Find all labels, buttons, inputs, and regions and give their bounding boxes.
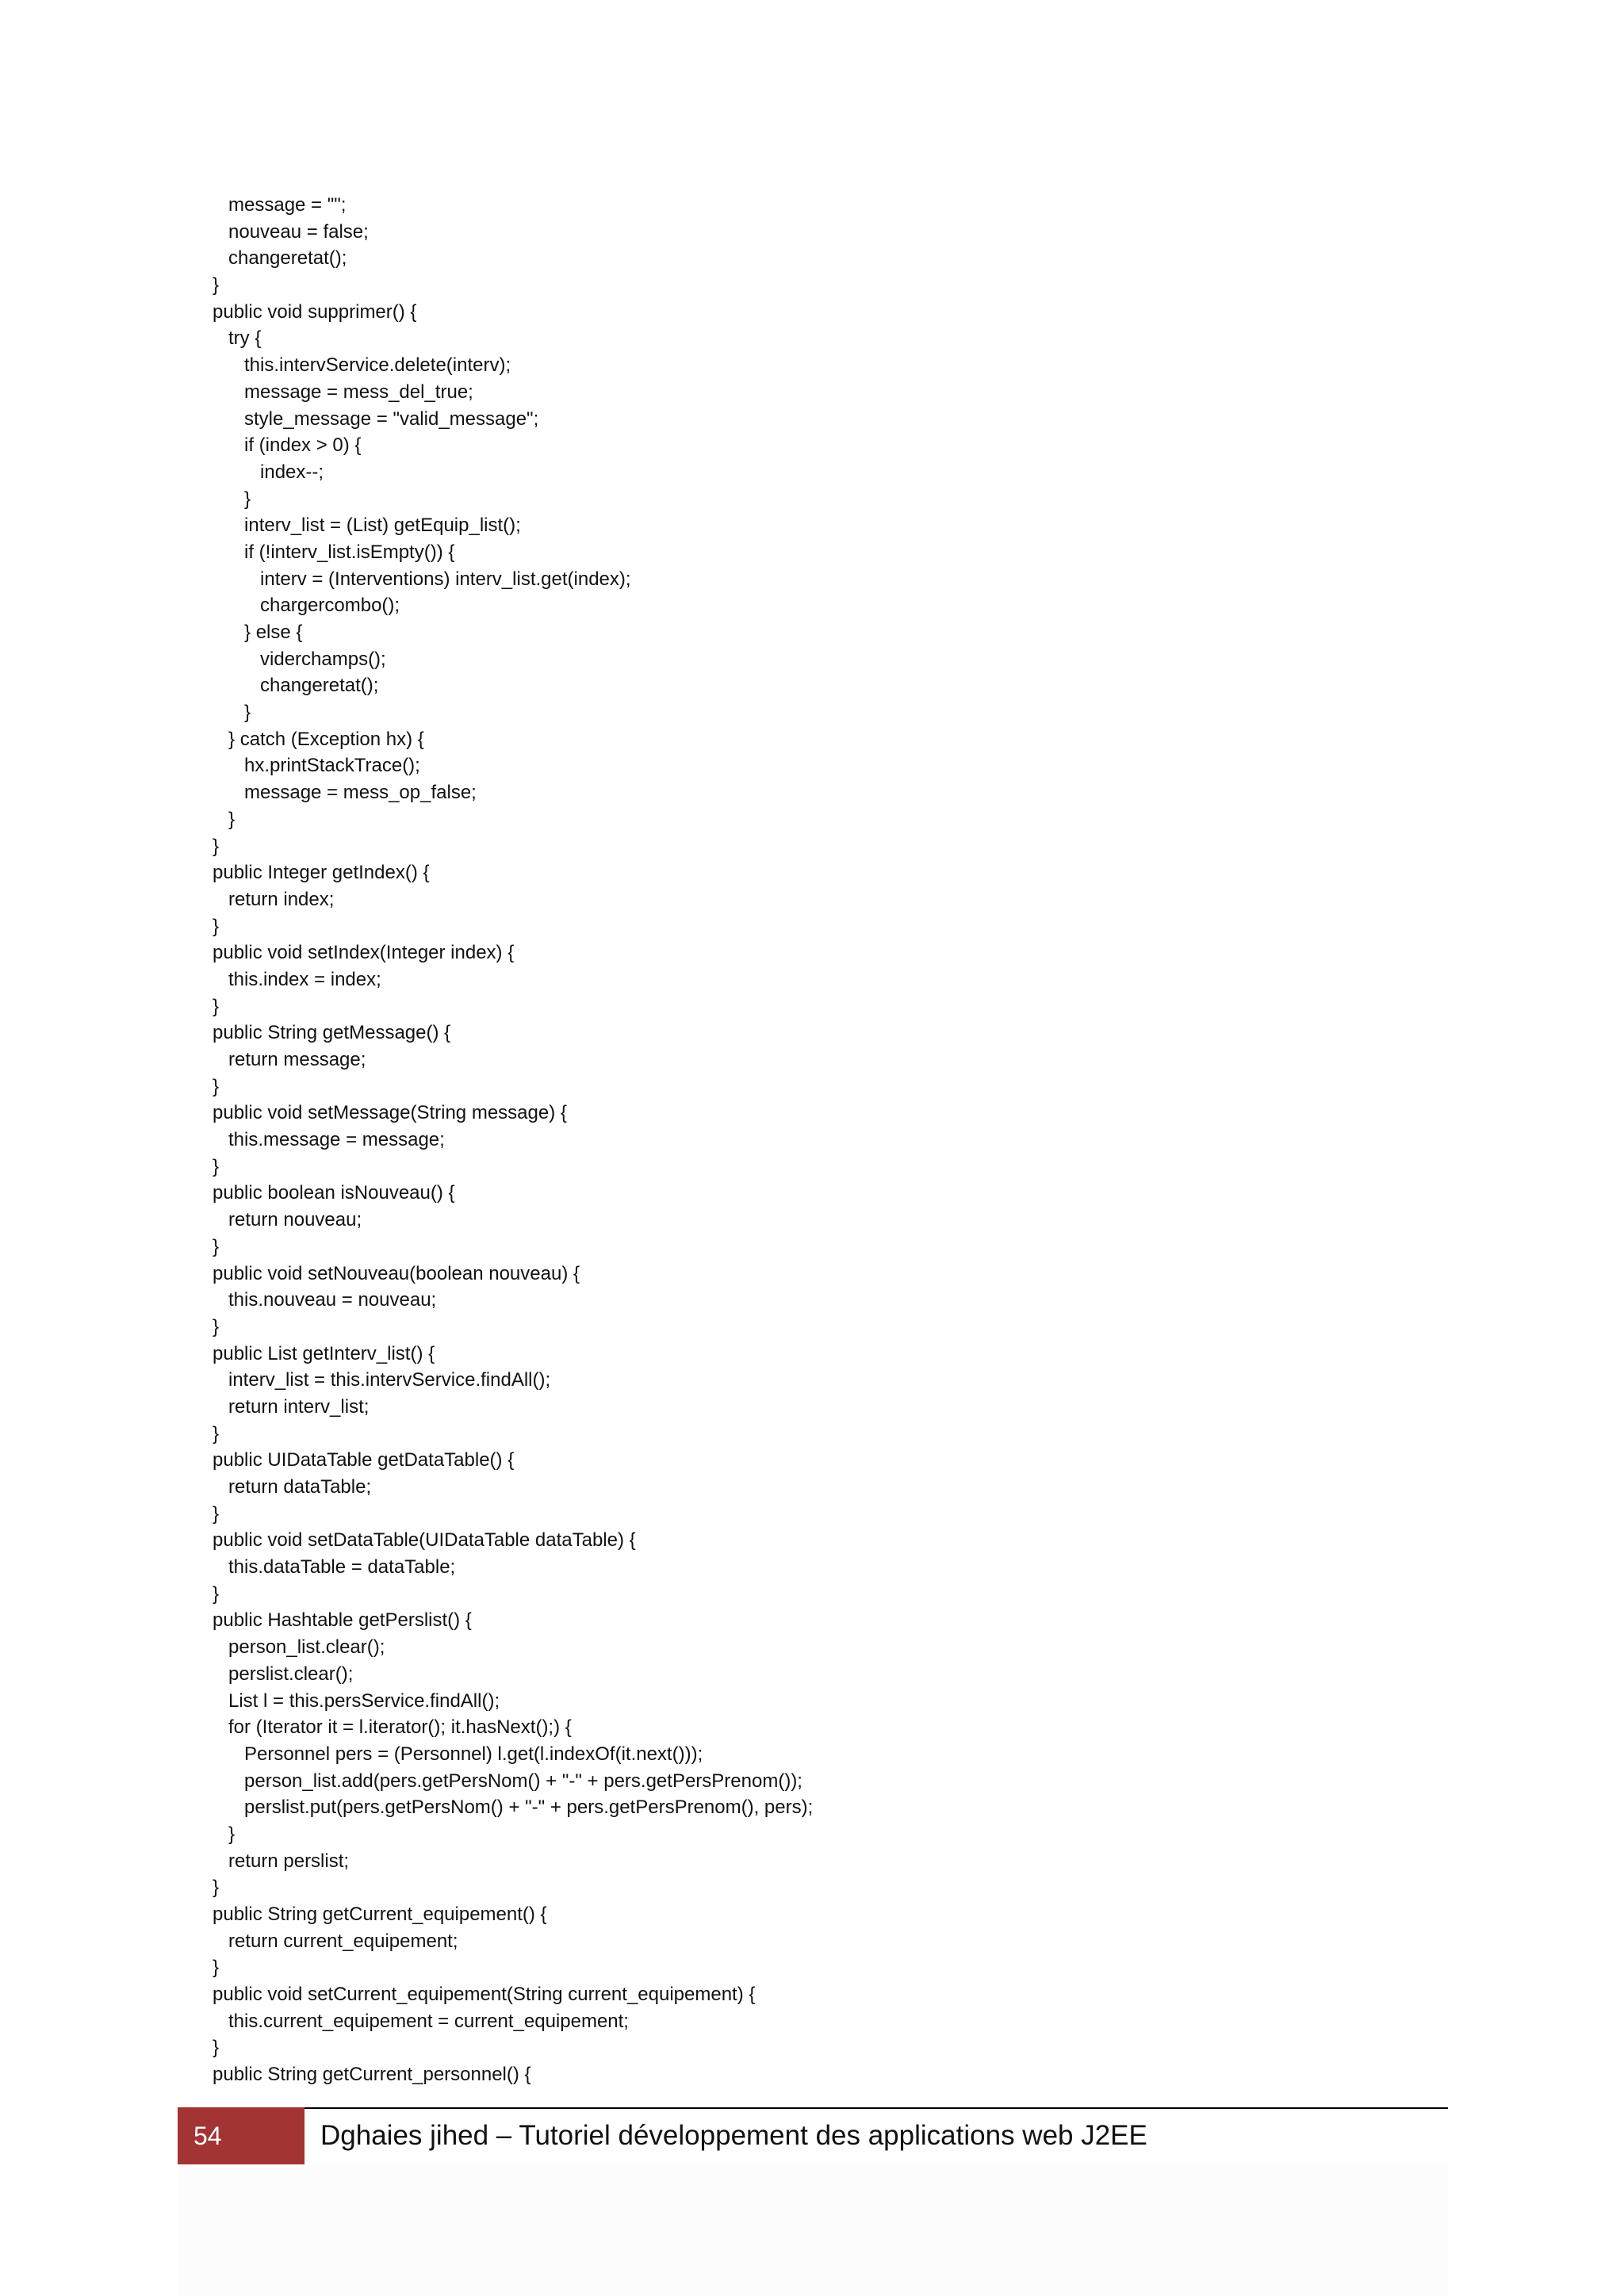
code-line: this.current_equipement = current_equipement; (213, 2010, 629, 2032)
code-line: } (213, 1315, 220, 1337)
code-line: public void setMessage(String message) { (213, 1102, 567, 1124)
code-line: changeretat(); (213, 675, 379, 697)
code-line: public String getCurrent_personnel() { (213, 2064, 531, 2086)
code-line: index--; (213, 461, 324, 483)
code-line: } (213, 1823, 236, 1845)
code-line: perslist.clear(); (213, 1663, 354, 1685)
code-line: } (213, 1957, 220, 1979)
code-line: message = mess_del_true; (213, 381, 473, 403)
code-line: Personnel pers = (Personnel) l.get(l.indexOf(it.next())); (213, 1743, 703, 1765)
page-number: 54 (178, 2107, 304, 2164)
code-line: for (Iterator it = l.iterator(); it.hasNext();) { (213, 1716, 572, 1739)
code-line: public Integer getIndex() { (213, 862, 430, 884)
code-listing (213, 192, 1450, 2088)
code-line: if (!interv_list.isEmpty()) { (213, 541, 455, 563)
code-line: nouveau = false; (213, 220, 369, 243)
code-line: } (213, 808, 236, 830)
code-line: public String getMessage() { (213, 1022, 451, 1044)
code-line: interv_list = (List) getEquip_list(); (213, 515, 521, 537)
code-line: message = ""; (213, 194, 347, 216)
page-footer (178, 2107, 1448, 2164)
code-line: } (213, 488, 251, 510)
code-line: style_message = "valid_message"; (213, 408, 539, 430)
code-line: interv = (Interventions) interv_list.get(index); (213, 568, 631, 590)
code-line: } (213, 1235, 220, 1257)
bottom-page-area (178, 2164, 1448, 2296)
code-line: } catch (Exception hx) { (213, 728, 424, 750)
code-line: this.index = index; (213, 968, 381, 990)
code-line: return perslist; (213, 1850, 350, 1872)
code-line: public void setNouveau(boolean nouveau) { (213, 1262, 580, 1284)
code-line: } (213, 1075, 220, 1097)
code-line: public List getInterv_list() { (213, 1342, 435, 1364)
code-line: public void supprimer() { (213, 300, 417, 323)
code-line: } (213, 1877, 220, 1899)
code-line: } (213, 835, 220, 857)
code-line: chargercombo(); (213, 595, 400, 617)
code-line: perslist.put(pers.getPersNom() + "-" + pers.getPersPrenom(), pers); (213, 1797, 814, 1819)
code-line: List l = this.persService.findAll(); (213, 1689, 500, 1712)
code-line: public boolean isNouveau() { (213, 1182, 455, 1204)
code-line: public String getCurrent_equipement() { (213, 1904, 547, 1925)
code-line: } (213, 702, 251, 724)
code-line: } (213, 1502, 220, 1525)
code-line: } (213, 915, 220, 937)
code-line: this.message = message; (213, 1129, 445, 1151)
code-line: this.dataTable = dataTable; (213, 1556, 456, 1578)
code-line: return interv_list; (213, 1395, 370, 1418)
code-line: changeretat(); (213, 247, 347, 270)
code-line: } (213, 1422, 220, 1445)
code-line: } (213, 1155, 220, 1177)
code-line: person_list.add(pers.getPersNom() + "-" + pers.getPersPrenom()); (213, 1770, 802, 1792)
code-line: return dataTable; (213, 1476, 372, 1498)
code-line: public void setDataTable(UIDataTable dataTable) { (213, 1529, 636, 1552)
code-line: this.intervService.delete(interv); (213, 354, 511, 377)
code-line: person_list.clear(); (213, 1636, 385, 1659)
code-line: return current_equipement; (213, 1930, 458, 1952)
code-line: } (213, 995, 220, 1017)
code-line: viderchamps(); (213, 648, 386, 670)
code-line: } (213, 274, 220, 297)
code-line: return nouveau; (213, 1209, 362, 1231)
footer-title: Dghaies jihed – Tutoriel développement des applications web J2EE (320, 2120, 1147, 2151)
code-line: } (213, 1582, 220, 1605)
code-line: try { (213, 327, 262, 350)
code-line: return index; (213, 888, 335, 910)
code-line: } (213, 2037, 220, 2059)
code-line: if (index > 0) { (213, 434, 362, 457)
code-line: public void setCurrent_equipement(String current_equipement) { (213, 1984, 756, 2006)
code-line: this.nouveau = nouveau; (213, 1289, 437, 1311)
code-line: message = mess_op_false; (213, 782, 477, 804)
code-line: public void setIndex(Integer index) { (213, 942, 515, 964)
code-line: interv_list = this.intervService.findAll(); (213, 1369, 551, 1391)
code-line: return message; (213, 1049, 366, 1070)
code-line: public Hashtable getPerslist() { (213, 1609, 472, 1632)
code-line: public UIDataTable getDataTable() { (213, 1449, 515, 1471)
code-line: } else { (213, 622, 303, 643)
code-line: hx.printStackTrace(); (213, 755, 420, 777)
